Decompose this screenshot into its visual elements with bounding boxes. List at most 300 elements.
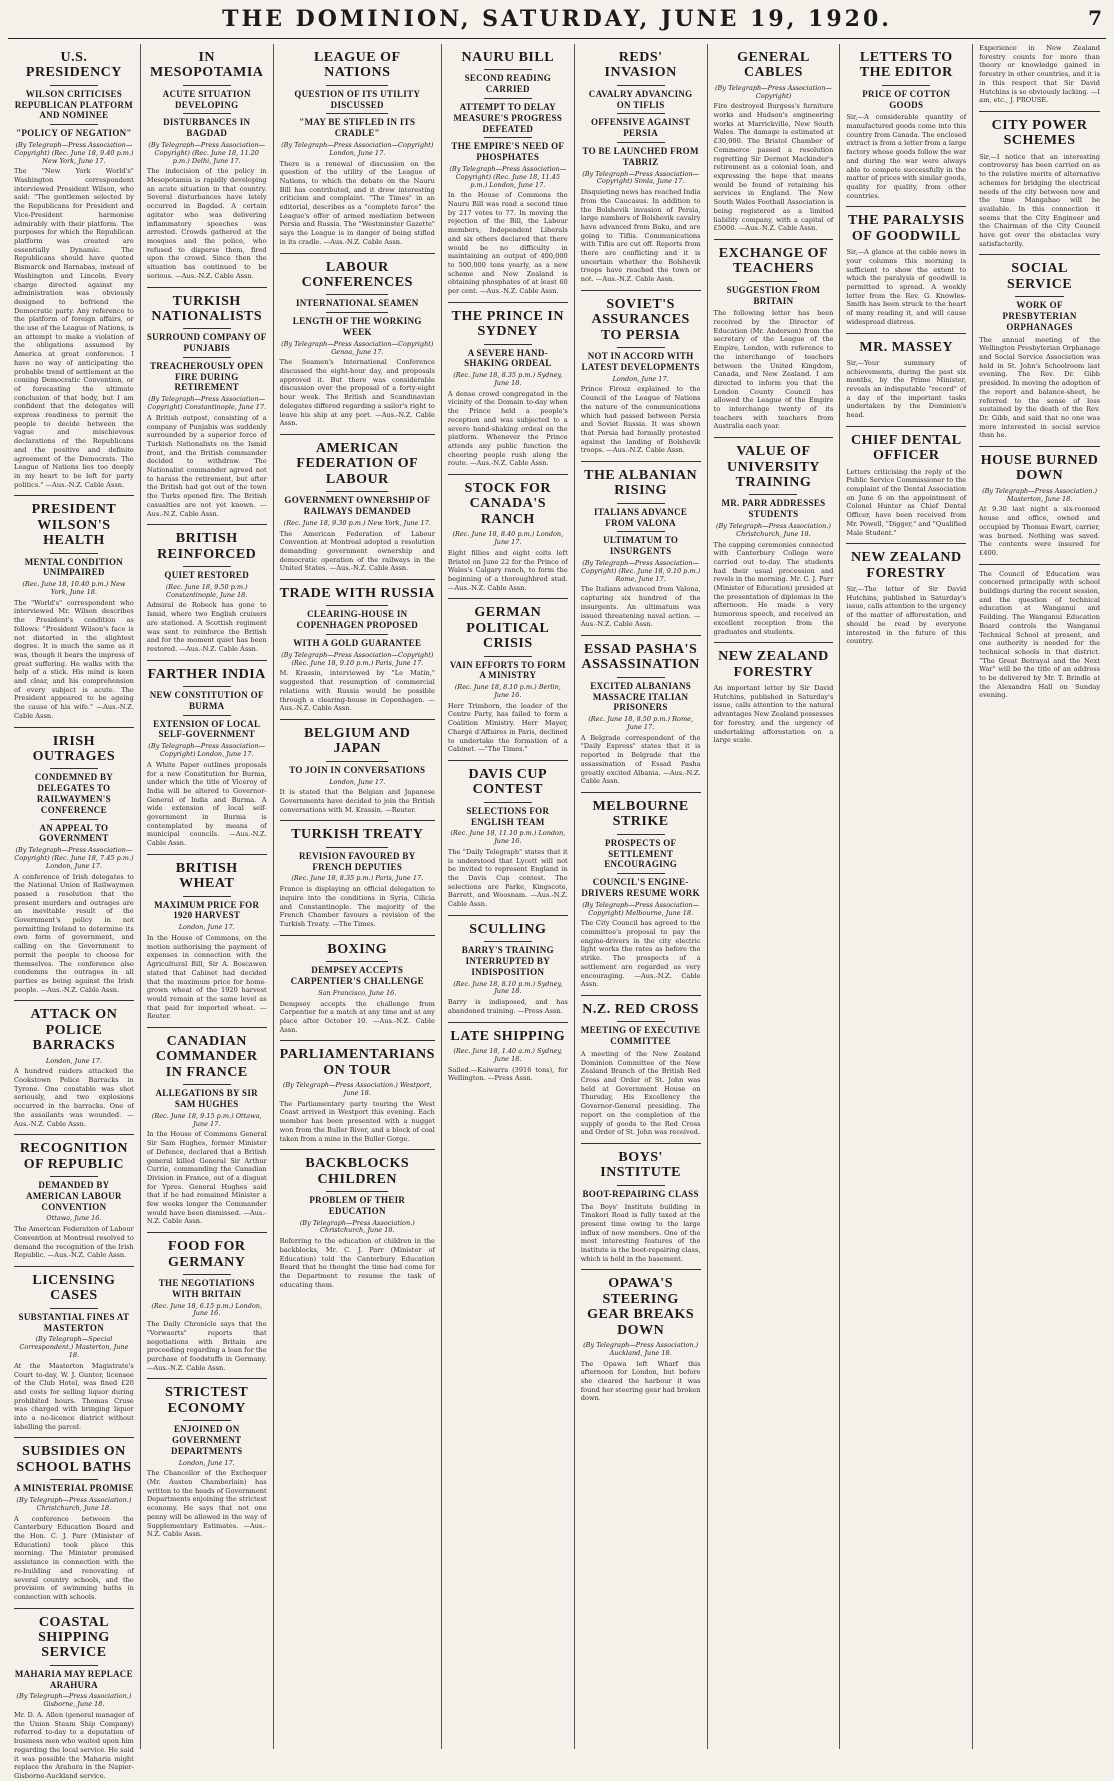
article-headline: TURKISH NATIONALISTS	[151, 293, 263, 324]
article-headline: SOVIET'S ASSURANCES TO PERSIA	[591, 296, 690, 343]
article-body: A hundred raiders attacked the Cookstown Police Barracks in Tyrone. One constable was shot seriously, and two explosions occurred in the barracks. One of the assailants was wounded. —Aus.-N.Z. Cable Assn.	[14, 1067, 134, 1128]
article-subhead: DEMANDED BY AMERICAN LABOUR CONVENTION	[26, 1180, 122, 1212]
article-body: The annual meeting of the Wellington Presbyterian Orphanage and Social Service Association was held in St. John's Schoolroom last evening. The Rev. Dr. Gibb presided. In moving the adoption of the report and balance-sheet, he referred to the sense of loss sustained by the death of the Rev. Dr. Gibb, and said that no one was more interested in social service than he.	[979, 335, 1100, 440]
article-divider	[280, 820, 435, 821]
headline-rule	[484, 802, 532, 803]
article-body: The Boys' Institute building in Tinakori Road is fully taxed at the present time owing to the large influx of new members. One of the most interesting features of the institute is the boot-repairing class, which is held in the basement.	[580, 1202, 701, 1263]
article-dateline: (Rec. June 18, 8.35 p.m.) Sydney, June 18.	[453, 371, 563, 387]
article-headline: ATTACK ON POLICE BARRACKS	[30, 1007, 118, 1054]
article-subhead: MAXIMUM PRICE FOR 1920 HARVEST	[154, 899, 260, 921]
article-divider	[147, 1378, 267, 1379]
article-dateline: (By Telegraph—Press Association—Copyright) (Rec. June 18, 11.45 p.m.) London, June 17.	[449, 164, 567, 189]
headline-rule	[617, 873, 665, 874]
article-subhead: MAHARIA MAY REPLACE ARAHURA	[14, 1668, 133, 1690]
article	[14, 1266, 134, 1431]
article-divider	[581, 995, 701, 996]
headline-rule	[50, 124, 98, 125]
article	[979, 254, 1100, 440]
article	[714, 642, 834, 745]
headline-rule	[50, 819, 98, 820]
article-divider	[14, 1608, 134, 1609]
article-dateline: London, June 17.	[178, 1458, 235, 1467]
article-divider	[280, 253, 435, 254]
article-dateline: (By Telegraph—Press Association—Copyright) (Rec. June 18, 9.10 p.m.) Paris, June 17.	[281, 650, 434, 667]
article-divider	[979, 446, 1100, 447]
article-headline: LABOUR CONFERENCES	[301, 259, 413, 290]
article-headline: LETTERS TO THE EDITOR	[859, 50, 953, 81]
article-subhead: QUIET RESTORED	[164, 570, 250, 581]
article-dateline: (By Telegraph—Press Association—Copyright)	[715, 83, 832, 100]
article-body: The Daily Chronicle says that the "Vorwaerts" reports that negotiations with Britain are proceeding regarding a loan for the purchase of foodstuffs in Germany. —Aus.-N.Z. Cable Assn.	[146, 1320, 267, 1372]
article-dateline: (By Telegraph—Press Association.) Auckland, June 18.	[583, 1341, 699, 1357]
article-headline: LEAGUE OF NATIONS	[313, 50, 401, 81]
article-body: Referring to the education of children in the backblocks, Mr. C. J. Parr (Minister of Education) told the Canterbury Education Board that he thought the time had come for the Department to resume the task of educating them.	[279, 1237, 435, 1289]
article-subhead: DEMPSEY ACCEPTS CARPENTIER'S CHALLENGE	[290, 965, 424, 986]
headline-rule	[326, 491, 388, 492]
article-subhead: ULTIMATUM TO INSURGENTS	[603, 535, 679, 557]
article-subhead: VAIN EFFORTS TO FORM A MINISTRY	[449, 659, 566, 681]
newspaper-title: THE DOMINION, SATURDAY, JUNE 19, 1920.	[222, 6, 892, 32]
article-subhead: CONDEMNED BY DELEGATES TO RAILWAYMEN'S CONFERENCE	[34, 772, 114, 815]
article-subhead: SUBSTANTIAL FINES AT MASTERTON	[18, 1311, 130, 1333]
article-dateline: (Rec. June 18, 8.10 p.m.) Sydney, June 18.	[453, 979, 563, 996]
headline-rule	[484, 98, 532, 99]
article-subhead: ACUTE SITUATION DEVELOPING	[162, 88, 251, 110]
article	[581, 1269, 701, 1403]
article-body: Admiral de Robeck has gone to Ismid, where two English cruisers are stationed. A Scottish regiment was sent to reinforce the British and for the moment quiet has been restored. —Aus.-N.Z. Cable Assn.	[146, 601, 267, 653]
article-divider	[14, 495, 134, 496]
article-subhead: SECOND READING CARRIED	[464, 73, 552, 95]
article-headline: SUBSIDIES ON SCHOOL BATHS	[16, 1444, 132, 1475]
article-subhead: "MAY BE STIFLED IN ITS CRADLE"	[299, 117, 416, 139]
article-headline: BOYS' INSTITUTE	[600, 1149, 682, 1181]
article-divider	[846, 333, 966, 334]
article-headline: BRITISH REINFORCED	[157, 531, 257, 562]
article-divider	[448, 302, 568, 303]
article-headline: SOCIAL SERVICE	[1006, 261, 1073, 292]
article	[14, 1608, 134, 1781]
article	[14, 727, 134, 995]
article-dateline: (Rec. June 18, 9.15 p.m.) Ottawa, June 17.	[151, 1111, 262, 1128]
article	[147, 660, 267, 848]
article-subhead: MR. PARR ADDRESSES STUDENTS	[721, 498, 826, 520]
article	[147, 524, 267, 653]
headline-rule	[50, 1308, 98, 1309]
article-body: A conference of Irish delegates to the National Union of Railwaymen passed a resolution that the present murders and outrages are an inevitable result of the Government's policy in not permitting Ireland to determine its own form of government, and calling on the Government to permit the people to choose for themselves. The conference also condemns the outrages in all parties as being against the Irish people. —Aus.-N.Z. Cable Assn.	[14, 872, 134, 994]
article-subhead: EXCITED ALBANIANS MASSACRE ITALIAN PRISONERS	[590, 680, 692, 713]
article-subhead: A SEVERE HAND-SHAKING ORDEAL	[464, 347, 552, 369]
headline-rule	[617, 113, 665, 114]
article-dateline: San Francisco, June 16.	[318, 988, 397, 997]
article-headline: GENERAL CABLES	[737, 50, 810, 81]
article-dateline: (Rec. June 18, 10.40 p.m.) New York, June 18.	[22, 580, 126, 596]
article-subhead: BOOT-REPAIRING CLASS	[582, 1188, 699, 1199]
article	[846, 333, 966, 420]
article-divider	[147, 854, 267, 855]
article-subhead: WILSON CRITICISES REPUBLICAN PLATFORM AND NOMINEE	[14, 88, 134, 121]
article-body: Herr Trimborn, the leader of the Centre Party, has failed to form a Coalition Ministry. Herr Mayer, Chargé d'Affaires in Paris, declined to undertake the formation of a Cabinet. —"The Times."	[447, 701, 568, 754]
article-dateline: (Rec. June 18, 8.10 p.m.) Berlin, June 16.	[454, 683, 561, 699]
article-divider	[280, 935, 435, 936]
article-headline: IN MESOPOTAMIA	[150, 50, 264, 81]
article-divider	[280, 434, 435, 435]
article	[280, 1149, 435, 1289]
column-7	[840, 44, 973, 1749]
article-headline: AMERICAN FEDERATION OF LABOUR	[296, 440, 419, 487]
newspaper-columns	[8, 44, 1106, 1780]
article-subhead: NEW CONSTITUTION OF BURMA	[149, 690, 264, 711]
article-divider	[979, 111, 1100, 112]
article	[714, 239, 834, 431]
article-subhead: TREACHEROUSLY OPEN FIRE DURING RETIREMENT	[149, 360, 264, 393]
article-divider	[147, 1027, 267, 1028]
article-headline: EXCHANGE OF TEACHERS	[718, 245, 829, 277]
article	[14, 1437, 134, 1601]
article-subhead: MEETING OF EXECUTIVE COMMITTEE	[580, 1025, 701, 1047]
article-headline: NAURU BILL	[461, 50, 555, 65]
article-dateline: London, June 17.	[612, 374, 669, 383]
article-dateline: (By Telegraph—Press Association—Copyright) Genoa, June 17.	[281, 339, 434, 356]
article-divider	[714, 642, 834, 643]
headline-rule	[617, 1021, 665, 1022]
article-dateline: (By Telegraph—Press Association—Copyright) Simla, June 17.	[582, 169, 700, 186]
article-subhead: PRICE OF COTTON GOODS	[862, 88, 951, 110]
article-body: M. Krassin, interviewed by "Le Matin," suggested that resumption of commercial relations with Russia would be possible through a clearing-house in Copenhagen. —Aus.-N.Z. Cable Assn.	[279, 669, 435, 713]
headline-rule	[326, 847, 388, 848]
headline-rule	[183, 1084, 231, 1085]
article-headline: THE PARALYSIS OF GOODWILL	[847, 213, 965, 244]
article-divider	[581, 792, 701, 793]
article-subhead: COUNCIL'S ENGINE-DRIVERS RESUME WORK	[581, 877, 700, 898]
article-divider	[280, 719, 435, 720]
article-body: A British outpost, consisting of a company of Punjabis was suddenly surrounded by a superior force of Turkish Nationalists on the Ismid front, and the British commander decided to withdraw. The Nationalist commander agreed not to harass the retirement, but after the British had got out of the town the Turks opened fire. The British casualties are not yet known. —Aus.-N.Z. Cable Assn.	[146, 413, 267, 518]
headline-rule	[484, 656, 532, 657]
masthead	[8, 0, 1106, 39]
article-body: Sir,—Your summary of achievements, during the past six months, by the Prime Minister, reveals an indisputable "record" of a day of the important tasks undertaken by the Dominion's head.	[846, 358, 967, 420]
headline-rule	[617, 347, 665, 348]
headline-rule	[326, 113, 388, 114]
headline-rule	[617, 85, 665, 86]
article-divider	[979, 254, 1100, 255]
article-headline: N.Z. RED CROSS	[582, 1001, 699, 1017]
article-dateline: (By Telegraph—Press Association.) Westport, June 18.	[282, 1081, 432, 1097]
article	[581, 290, 701, 455]
headline-rule	[183, 896, 231, 897]
headline-rule	[326, 1191, 388, 1192]
article-subhead: BARRY'S TRAINING INTERRUPTED BY INDISPOSITION	[461, 945, 554, 977]
headline-rule	[326, 605, 388, 606]
article-dateline: (Rec. June 18, 1.40 a.m.) Sydney, June 18.	[453, 1047, 563, 1063]
page-number: 7	[1088, 6, 1102, 30]
article-divider	[147, 1232, 267, 1233]
article-subhead: WORK OF PRESBYTERIAN ORPHANAGES	[1002, 300, 1077, 332]
article-dateline: (By Telegraph—Press Association—Copyright) Constantinople, June 17.	[147, 395, 267, 412]
article	[14, 50, 134, 489]
article-divider	[846, 426, 966, 427]
headline-rule	[183, 113, 231, 114]
article-body: The Parliamentary party touring the West Coast arrived in Westport this evening. Each member has been presented with a nugget won from the Buller River, and a block of coal taken from a mine in the Buller Gorge.	[279, 1099, 435, 1143]
article	[280, 1040, 435, 1143]
article-divider	[14, 1437, 134, 1438]
headline-rule	[326, 294, 388, 295]
article-body: The indecision of the policy in Mesopotamia is rapidly developing an acute situation in that country. Several disturbances have lately occurred in Bagdad. A certain agitator who was delivering inflammatory speeches was arrested. Crowds gathered at the mosques and the police, who refused to disperse them, fired upon the crowd. Since then the situation has continued to be serious. —Aus.-N.Z. Cable Assn.	[146, 167, 267, 280]
article-headline: FOOD FOR GERMANY	[167, 1239, 246, 1270]
article-divider	[581, 635, 701, 636]
headline-rule	[50, 1479, 98, 1480]
article-dateline: (By Telegraph—Press Association—Copyright) (Rec. June 18, 7.45 p.m.) London, June 17.	[14, 846, 134, 870]
article-divider	[14, 1134, 134, 1135]
headline-rule	[484, 941, 532, 942]
article-headline: THE ALBANIAN RISING	[584, 468, 698, 499]
article	[846, 426, 966, 537]
headline-rule	[50, 553, 98, 554]
column-5	[575, 44, 708, 1749]
headline-rule	[1015, 296, 1063, 297]
article-body: Letters criticising the reply of the Public Service Commissioner to the complaint of the Dental Association on June 6 on the appointment of Colonel Hunter as Chief Dental Officer, have been received from Mr. Powell, "Digger," and "Qualified Male Student."	[846, 467, 967, 537]
headline-rule	[617, 142, 665, 143]
article-body: A White Paper outlines proposals for a new Constitution for Burma, under which the title of Viceroy of India will be altered to Governor-General of India and Burma. A wide extension of local self-government in Burma is contemplated by means of municipal councils. —Aus.-N.Z. Cable Assn.	[146, 760, 267, 848]
article-subhead: THE EMPIRE'S NEED OF PHOSPHATES	[451, 141, 565, 163]
article-body: Prince Firouz explained to the Council of the League of Nations the nature of the communications which had passed between Persia and Soviet Russia. It was shown that Persia had formally protested against the landing of Bolshevik troops. —Aus.-N.Z. Cable Assn.	[580, 385, 701, 455]
article-divider	[280, 1040, 435, 1041]
column-4	[442, 44, 575, 1749]
article-subhead: REVISION FAVOURED BY FRENCH DEPUTIES	[299, 850, 416, 872]
article-subhead: PROBLEM OF THEIR EDUCATION	[309, 1195, 406, 1216]
article-headline: STRICTEST ECONOMY	[165, 1385, 249, 1416]
article	[14, 1134, 134, 1260]
article-dateline: (Rec. June 18, 8.50 p.m.) Rome, June 17.	[588, 715, 694, 731]
headline-rule	[326, 312, 388, 313]
article	[979, 44, 1100, 105]
article	[448, 302, 568, 468]
column-8	[973, 44, 1106, 1749]
article	[714, 50, 834, 233]
article	[147, 50, 267, 281]
headline-rule	[617, 531, 665, 532]
article-body: In the House of Commons the Nauru Bill was read a second time by 217 votes to 77. In moving the rejection of the Bill, the Labour members, Independent Liberals and six others declared that there would be no difficulty in maintaining an output of 400,000 to 500,000 tons yearly, as a new scheme and New Zealand is obtaining phosphates of at least 60 per cent. —Aus.-N.Z. Cable Assn.	[447, 191, 568, 296]
article-dateline: (Rec. June 18, 8.40 p.m.) London, June 17.	[452, 530, 564, 547]
article	[581, 792, 701, 989]
headline-rule	[617, 677, 665, 678]
headline-rule	[617, 834, 665, 835]
article-divider	[979, 564, 1100, 565]
article-divider	[14, 1266, 134, 1267]
headline-rule	[183, 1420, 231, 1421]
article-body: The "World's" correspondent who interviewed Mr. Wilson describes the President's condition as follows: "President Wilson's face is not distorted in the slightest degree. It is much the same as it was, though it bears the impress of great suffering. He walks with the help of a stick. His mind is keen and clear, and his comprehension of every subject is acute. The President appeared to be ageing the cause of his wife." —Aus.-N.Z. Cable Assn.	[14, 598, 134, 720]
article-subhead: "POLICY OF NEGATION"	[16, 128, 132, 139]
article-headline: ESSAD PASHA'S ASSASSINATION	[581, 641, 700, 673]
headline-rule	[617, 503, 665, 504]
article	[280, 434, 435, 573]
article-body: Sir,—A glance at the cable news in your columns this morning is sufficient to show the extent to which the paralysis of goodwill is permitted to spread. A weekly letter from the Rev. G. Knowles-Smith has been struck to the heart of many reading it, and will cause widespread distress.	[846, 248, 967, 326]
article-body: Sailed.—Kaiwarra (3916 tons), for Wellington. —Press Assn.	[447, 1065, 568, 1083]
article-body: Sir,—I notice that an interesting controversy has been carried on as to the relative merits of alternative schemes for bridging the electrical needs of the city between now and the time Mangahao will be available. In this connection it seems that the City Engineer and the Chairman of the City Council have got over the obstacles very satisfactorily.	[979, 152, 1100, 248]
article-headline: VALUE OF UNIVERSITY TRAINING	[726, 444, 820, 490]
article-dateline: (By Telegraph—Press Association.) Christchurch, June 18.	[16, 1496, 132, 1512]
headline-rule	[749, 281, 797, 282]
article-dateline: (Rec. June 18, 6.15 p.m.) London, June 16.	[151, 1301, 263, 1318]
article	[448, 1022, 568, 1083]
article-dateline: London, June 17.	[45, 1056, 102, 1065]
headline-rule	[749, 494, 797, 495]
article-body: The City Council has agreed to the committee's proposal to pay the engine-drivers in the city electric light works the rates as before the strike. The prospects of a settlement are regarded as very encouraging. —Aus.-N.Z. Cable Assn.	[580, 919, 701, 989]
article-divider	[448, 474, 568, 475]
headline-rule	[484, 137, 532, 138]
headline-rule	[50, 1665, 98, 1666]
article-body: Dempsey accepts the challenge from Carpentier for a match at any time and at any place after October 10. —Aus.-N.Z. Cable Assn.	[279, 999, 435, 1034]
article	[448, 50, 568, 296]
article-divider	[448, 598, 568, 599]
article-subhead: SELECTIONS FOR ENGLISH TEAM	[466, 805, 550, 827]
article-headline: GERMAN POLITICAL CRISIS	[466, 605, 550, 652]
article-divider	[846, 543, 966, 544]
article-headline: SCULLING	[469, 921, 547, 937]
article-body: A meeting of the New Zealand Dominion Committee of the New Zealand Branch of the British Red Cross and Order of St. John was held at Government House on Thursday, His Excellency the Governor-General presiding. The report on the completion of the supply of goods to the Red Cross and Order of St. John was received.	[580, 1049, 701, 1137]
article-headline: NEW ZEALAND FORESTRY	[850, 550, 962, 581]
article-body: A dense crowd congregated in the vicinity of the Domain to-day when the Prince held a people's reception and was subjected to a severe hand-shaking ordeal on the platform. Whenever the Prince attends any public function the cheering people rush along the route. —Aus.-N.Z. Cable Assn.	[447, 389, 568, 468]
article	[147, 1027, 267, 1226]
article-body: The "New York World's" Washington correspondent interviewed President Wilson, who said: "The gentlemen selected by the Republicans for President and Vice-President harmonise admirably with their platform. The purposes for which the Republican platform was created are essentially Dynamic. The Republicans should have quoted Bismarck and Barnabas, instead of Washington and Lincoln. Every charge directed against my administration was obviously designed to befriend the Democratic party. Any reference to the platform of foreign affairs, or the use of the League of Nations, is an attempt to make a violation of the obligations assumed by America at great conference. I have no way of anticipating the probable trend of settlement at the coming Democratic Convention, or of forecasting the ultimate conclusion of that body, but I am confident that the delegates will express readiness to permit the people to decide between the vague and mischievous declarations of the Republicans and the positive and definite agreement of the Democrats. The League of Nations lies too deeply in my heart to be left for party politics." —Aus.-N.Z. Cable Assn.	[14, 167, 134, 489]
headline-rule	[326, 961, 388, 962]
article-body: An important letter by Sir David Hutchins, published in Saturday's issue, calls attention to the natural advantages New Zealand possesses for forestry, and the urgency of undertaking afforestation on a large scale.	[713, 684, 834, 745]
column-3	[274, 44, 442, 1749]
article-headline: TRADE WITH RUSSIA	[279, 586, 435, 602]
article-headline: PARLIAMENTARIANS ON TOUR	[279, 1047, 435, 1078]
article-divider	[714, 437, 834, 438]
article-body: Fire destroyed Burgess's furniture works and Hudson's engineering works at Marrickville, New South Wales. The damage is estimated at £30,000. The Bristol Chamber of Commerce passed a resolution regretting Sir Dermot Mackinder's retirement as a colonial loan, and expressing the hope that means would be found of retaining his services in England. The New South Wales Football Association is being registered as a limited liability company, with a capital of £5000. —Aus.-N.Z. Cable Assn.	[713, 102, 834, 233]
article-subhead: PROSPECTS OF SETTLEMENT ENCOURAGING	[604, 837, 678, 870]
article-subhead: TO BE LAUNCHED FROM TABRIZ	[582, 145, 699, 167]
article	[147, 854, 267, 1021]
article-dateline: (By Telegraph—Press Association—Copyright) Melbourne, June 18.	[582, 900, 700, 917]
article	[448, 474, 568, 592]
article	[846, 543, 966, 646]
article-headline: HOUSE BURNED DOWN	[980, 453, 1099, 484]
article-divider	[147, 524, 267, 525]
article-dateline: London, June 17.	[329, 777, 386, 786]
article-divider	[581, 1269, 701, 1270]
headline-rule	[326, 85, 388, 86]
article-dateline: (By Telegraph—Press Association—Copyright) (Rec. June 18, 9.10 p.m.) Rome, June 17.	[580, 559, 701, 583]
headline-rule	[326, 761, 388, 762]
article-headline: REDS' INVASION	[604, 50, 677, 81]
article-body: It is stated that the Belgian and Japanese Governments have decided to join the British conversations with M. Krassin. —Reuter.	[279, 788, 435, 814]
article-headline: COASTAL SHIPPING SERVICE	[38, 1614, 110, 1661]
article-dateline: (Rec. June 18, 9.30 p.m.) New York, June 17.	[283, 518, 431, 527]
article-headline: NEW ZEALAND FORESTRY	[718, 649, 829, 680]
article	[147, 287, 267, 519]
article-body: The "Daily Telegraph" states that it is understood that Lycett will not be invited to represent England in the Davis Cup contest. The selections are Parke, Kingscote, Barrett, and Woosnam. —Aus.-N.Z. Cable Assn.	[447, 847, 568, 909]
article-divider	[147, 660, 267, 661]
article-headline: STOCK FOR CANADA'S RANCH	[464, 481, 551, 527]
article	[979, 446, 1100, 558]
article-subhead: EXTENSION OF LOCAL SELF-GOVERNMENT	[153, 718, 261, 740]
article-body: The Seamen's International Conference discussed the eight-hour day, and proposals approved it. But there was considerable discussion over the proposal of a forty-eight hour week. The British and Scandinavian delegates differed regarding a sailor's right to leave his ship at any port. —Aus.-N.Z. Cable Assn.	[279, 358, 435, 428]
column-2	[141, 44, 274, 1749]
article-body: France is displaying an official delegation to inquire into the conditions in Syria, Cilicia and Constantinople. The majority of the French Chamber favours a revision of the Turkish Treaty. —The Times.	[279, 885, 435, 929]
article-body: Barry is indisposed, and has abandoned training. —Press Assn.	[447, 998, 568, 1015]
article-headline: U.S. PRESIDENCY	[25, 50, 122, 81]
article-divider	[448, 760, 568, 761]
article	[979, 564, 1100, 701]
article-headline: MR. MASSEY	[859, 339, 954, 355]
article-dateline: (By Telegraph—Press Association—Copyright) London, June 17.	[148, 742, 266, 759]
article-divider	[846, 206, 966, 207]
article-dateline: London, June 17.	[178, 923, 235, 932]
headline-rule	[617, 1185, 665, 1186]
article-divider	[14, 1000, 134, 1001]
headline-rule	[484, 344, 532, 345]
article-body: There is a renewal of discussion on the question of the utility of the League of Nations, to which the debate on the Nauru Bill has contributed, and it drew interesting criticism and complaint. "The Times" in an editorial, describes as a "complete farce" the League's offer of armed mediation between Persia and Russia. The "Westminster Gazette" says the League is in danger of being stifled in its cradle. —Aus.-N.Z. Cable Assn.	[279, 159, 435, 246]
article-body: The following letter has been received by the Director of Education (Mr. Anderson) from the secretary of the League of the Empire, London, with reference to the interchange of teachers between the United Kingdom, Canada, and New Zealand. I am directed to inform you that the London County Council has allowed the League of the Empire to interchange twenty of its teachers with teachers from Australia each year.	[713, 309, 834, 431]
headline-rule	[882, 85, 930, 86]
article	[280, 935, 435, 1035]
article-divider	[448, 1022, 568, 1023]
article-divider	[581, 290, 701, 291]
article	[14, 495, 134, 720]
article-headline: LATE SHIPPING	[450, 1028, 566, 1044]
article-subhead: A MINISTERIAL PROMISE	[14, 1483, 134, 1494]
article-headline: DAVIS CUP CONTEST	[468, 766, 548, 798]
article	[448, 598, 568, 754]
article-subhead: MENTAL CONDITION UNIMPAIRED	[24, 556, 124, 578]
article-headline: LICENSING CASES	[32, 1273, 116, 1304]
headline-rule	[183, 566, 231, 567]
article-subhead: ENJOINED ON GOVERNMENT DEPARTMENTS	[171, 1424, 243, 1456]
article-headline: THE PRINCE IN SYDNEY	[451, 308, 564, 340]
article-headline: FARTHER INDIA	[147, 666, 266, 682]
article	[714, 437, 834, 636]
article-divider	[448, 915, 568, 916]
headline-rule	[183, 715, 231, 716]
article-body: In the House of Commons General Sir Sam Hughes, former Minister of Defence, declared that a British general killed General Sir Arthur Currie, commanding the Canadian Division in France, out of a disgust for Ypres. General Hughes said that if he had remained Minister a few weeks longer the Commander would have been dismissed. —Aus.-N.Z. Cable Assn.	[146, 1130, 267, 1226]
article-subhead: NOT IN ACCORD WITH LATEST DEVELOPMENTS	[581, 351, 700, 372]
article-body: The capping ceremonies connected with Canterbury College were carried out to-day. The students had their usual procession and revels in the morning. Mr. C. J. Parr (Minister of Education) presided at the presentation of diplomas in the afternoon. He made a very humorous speech, and received an excellent reception from the graduates and students.	[713, 540, 834, 636]
headline-rule	[326, 634, 388, 635]
article	[147, 1232, 267, 1372]
article-divider	[14, 727, 134, 728]
article-dateline: (Rec. June 18, 8.35 p.m.) Paris, June 17.	[291, 874, 424, 883]
article-dateline: (By Telegraph—Press Association.) Christchurch, June 18.	[299, 1218, 415, 1235]
article	[581, 461, 701, 629]
article-body: The American Federation of Labour Convention at Montreal adopted a resolution demanding government ownership and democratic operation of the railways in the United States. —Aus.-N.Z. Cable Assn.	[279, 529, 435, 573]
article-subhead: DISTURBANCES IN BAGDAD	[163, 117, 251, 139]
article-headline: CITY POWER SCHEMES	[991, 117, 1088, 149]
article-body: At 9.30 last night a six-roomed house and office, owned and occupied by Thomas Ewart, carrier, was burned. Nothing was saved. The contents were insured for £400.	[979, 505, 1100, 557]
article-headline: CANADIAN COMMANDER IN FRANCE	[155, 1034, 258, 1080]
article-divider	[280, 1149, 435, 1150]
article-subhead: ALLEGATIONS BY SIR SAM HUGHES	[155, 1088, 258, 1110]
article-dateline: (By Telegraph—Special Correspondent.) Masterton, June 18.	[19, 1335, 129, 1360]
article-subhead: SUGGESTION FROM BRITAIN	[726, 284, 821, 306]
article-subhead: WITH A GOLD GUARANTEE	[293, 638, 422, 649]
article-body: Mr. D. A. Allen (general manager of the Union Steam Ship Company) referred to-day to a deputation of business men who waited upon him regarding the local service. He said it was possible the Maharia might replace the Arahura in the Napier-Gisborne-Auckland service.	[14, 1711, 134, 1780]
article-dateline: (By Telegraph—Press Association.) Gisborne, June 18.	[16, 1692, 132, 1709]
article-dateline: (By Telegraph—Press Association—Copyright) London, June 17.	[281, 140, 434, 157]
article-subhead: LENGTH OF THE WORKING WEEK	[292, 316, 422, 337]
article-body: Eight fillies and eight colts left Bristol on June 22 for the Prince of Wales's Calgary ranch, to form the beginning of a thoroughbred stud. —Aus.-N.Z. Cable Assn.	[447, 548, 568, 592]
article	[280, 579, 435, 713]
article-divider	[714, 239, 834, 240]
article-body: The Opawa left Wharf this afternoon for London, but before she cleared the harbour it was found her steering gear had broken down.	[580, 1359, 701, 1403]
article-headline: MELBOURNE STRIKE	[592, 798, 689, 830]
article	[448, 915, 568, 1016]
article-body: The Council of Education was concerned principally with school buildings during the recent session, and the question of technical education at Wanganui and Feilding. The Wanganui Education Board controls the Wanganui Technical School at present, and one authority is needed for the technical schools in that district. "The Great Betrayal and the Next War" will be the title of an address to be delivered by Mr. T. Brindle at the Alexandra Hall on Sunday evening.	[979, 569, 1100, 700]
headline-rule	[50, 768, 98, 769]
article-body: Sir,—The letter of Sir David Hutchins, published in Saturday's issue, calls attention to the urgency of the matter of afforestation, and should be read by everyone interested in the future of this country.	[846, 585, 967, 646]
headline-rule	[183, 357, 231, 358]
article-dateline: (By Telegraph—Press Association.) Christchurch, June 18.	[715, 521, 831, 538]
